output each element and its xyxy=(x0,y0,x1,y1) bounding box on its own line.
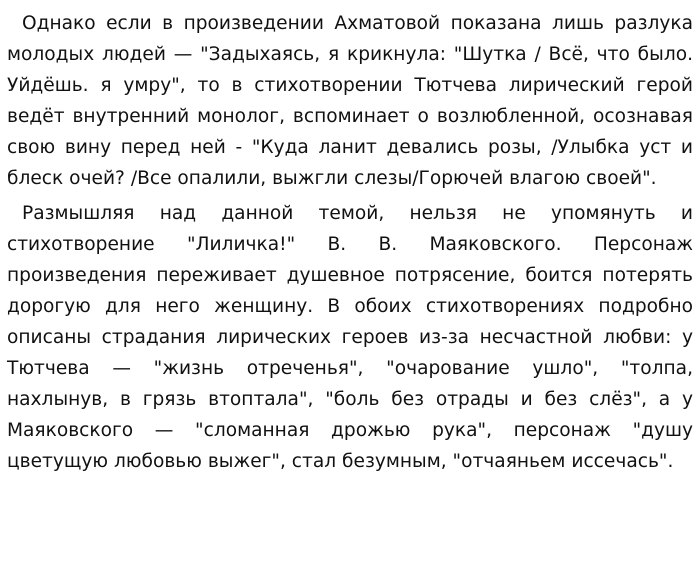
paragraph-1: Однако если в произведении Ахматовой показана лишь разлука молодых людей — "Задыхаясь, я крикнула: "Шутка / Всё, что было. Уйдёшь. я умру", то в стихотворении Тютчева лирический герой ведёт внутренний монолог, вспоминает о возлюбленной, осознавая свою вину перед ней - "Куда ланит девались розы, /Улыбка уст и блеск очей? /Все опалили, выжгли слезы/Горючей влагою своей". xyxy=(7,13,693,190)
paragraph-2: Размышляя над данной темой, нельзя не упомянуть и стихотворение "Лиличка!" В. В. Маяковского. Персонаж произведения переживает душевное потрясение, боится потерять дорогую для него женщину. В обоих стихотворениях подробно описаны страдания лирических героев из-за несчастной любви: у Тютчева — "жизнь отреченья", "очарование ушло", "толпа, нахлынув, в грязь втоптала", "боль без отрады и без слёз", а у Маяковского — "сломанная дрожью рука", персонаж "душу цветущую любовью выжег", стал безумным, "отчаяньем иссечась". xyxy=(7,202,693,473)
